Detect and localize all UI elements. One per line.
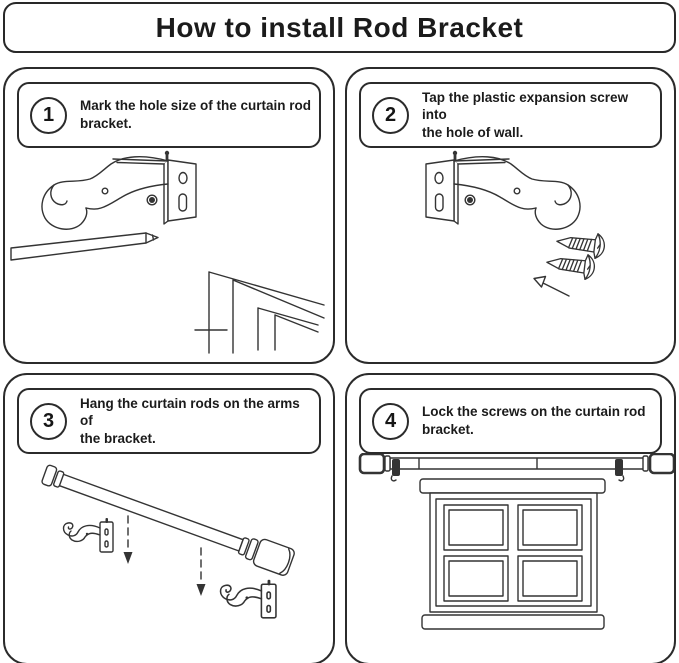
direction-arrow	[534, 277, 569, 297]
step-label	[17, 82, 321, 148]
title-box	[3, 2, 676, 53]
step-panel-4	[345, 373, 676, 663]
instruction-line: the bracket.	[80, 430, 156, 446]
step3-illustration	[5, 455, 333, 663]
step2-illustration	[347, 149, 674, 362]
step-number-badge: 3	[30, 403, 67, 440]
step-instruction	[80, 97, 311, 132]
window-icon	[420, 479, 605, 629]
rod-bracket-mirrored-icon	[426, 151, 580, 229]
step-number-badge: 1	[30, 97, 67, 134]
bracket-pencil-drawing	[5, 149, 333, 362]
instruction-line: Lock the screws on the curtain rod	[422, 404, 646, 420]
step-panel-2	[345, 67, 676, 364]
curtain-rod-icon	[40, 461, 296, 577]
page-title: How to install Rod Bracket	[155, 11, 524, 43]
rod-hanging-drawing	[5, 455, 333, 663]
step-label	[359, 388, 662, 454]
step-instruction	[80, 395, 313, 448]
instruction-line: the hole of wall.	[422, 124, 524, 140]
instruction-line: bracket.	[422, 422, 474, 437]
instruction-line: Tap the plastic expansion screw into	[422, 89, 629, 123]
bracket-screws-drawing	[347, 149, 674, 362]
step-number-badge: 2	[372, 97, 409, 134]
step-instruction	[422, 89, 654, 142]
dashed-down-arrow	[197, 548, 206, 596]
step-panel-3	[3, 373, 335, 663]
instruction-line: Hang the curtain rods on the arms of	[80, 395, 300, 429]
step-instruction	[422, 403, 646, 438]
step-label	[17, 388, 321, 454]
mounted-curtain-rod-icon	[360, 454, 674, 481]
instruction-line: bracket.	[80, 116, 132, 131]
dashed-down-arrow	[124, 516, 133, 564]
step-label	[359, 82, 662, 148]
step-panel-1	[3, 67, 335, 364]
step-number-badge: 4	[372, 403, 409, 440]
wall-corner-lines	[195, 272, 324, 353]
step1-illustration	[5, 149, 333, 362]
step4-illustration	[347, 453, 674, 663]
rod-bracket-icon	[42, 151, 196, 229]
instruction-line: Mark the hole size of the curtain rod	[80, 98, 312, 114]
pencil-icon	[11, 233, 158, 260]
mounted-rod-window-drawing	[347, 453, 674, 663]
